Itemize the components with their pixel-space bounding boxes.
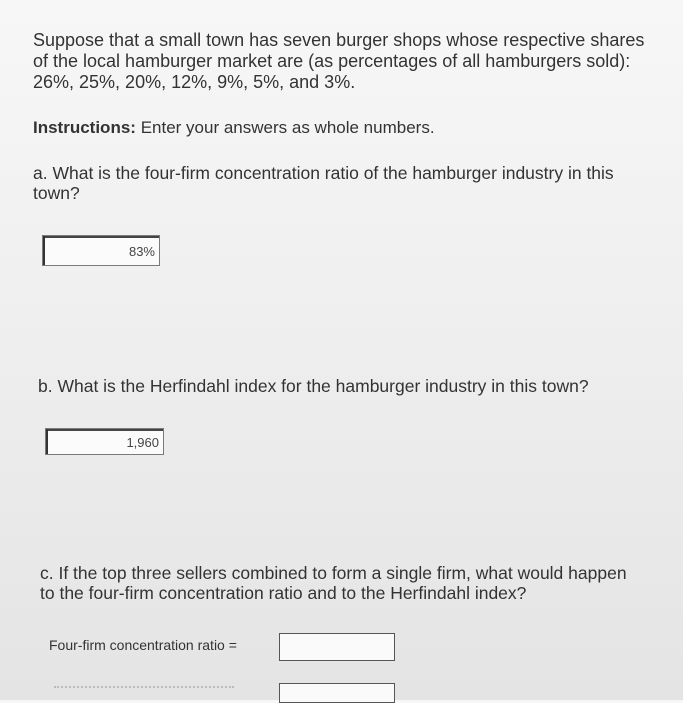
- instructions-label: Instructions:: [33, 118, 136, 137]
- question-a-line-2: town?: [33, 183, 80, 203]
- intro-line-2: of the local hamburger market are (as percentages of all hamburgers sold):: [33, 51, 631, 71]
- question-a-line-1: a. What is the four-firm concentration ratio of the hamburger industry in this: [33, 163, 614, 183]
- concentration-ratio-field[interactable]: [279, 633, 395, 661]
- answer-b-field[interactable]: 1,960: [45, 428, 164, 455]
- herfindahl-index-field[interactable]: [279, 683, 395, 703]
- question-b-line-1: b. What is the Herfindahl index for the hamburger industry in this town?: [38, 376, 589, 396]
- instructions-text: Enter your answers as whole numbers.: [140, 118, 435, 137]
- intro-line-3: 26%, 25%, 20%, 12%, 9%, 5%, and 3%.: [33, 72, 356, 92]
- intro-line-1: Suppose that a small town has seven burger shops whose respective shares: [33, 30, 645, 50]
- question-a: [33, 163, 673, 203]
- question-c-line-2: to the four-firm concentration ratio and to the Herfindahl index?: [40, 583, 527, 603]
- question-c-line-1: c. If the top three sellers combined to form a single firm, what would happen: [40, 563, 627, 583]
- divider: [54, 686, 234, 688]
- answer-a-field[interactable]: 83%: [42, 235, 160, 266]
- concentration-ratio-label: Four-firm concentration ratio =: [49, 637, 237, 653]
- question-c: [40, 563, 680, 603]
- problem-statement: [33, 30, 681, 93]
- question-b: [38, 376, 678, 396]
- instructions: [33, 118, 435, 138]
